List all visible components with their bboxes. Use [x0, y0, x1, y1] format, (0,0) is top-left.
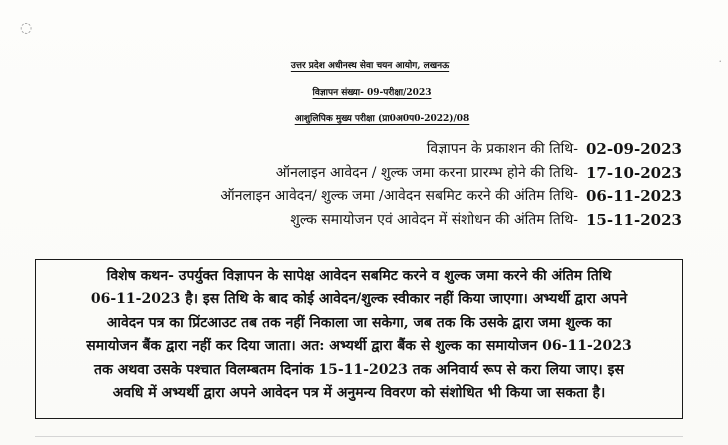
date-value: 15-11-2023 — [586, 210, 682, 229]
advertisement-number: विज्ञापन संख्या- 09-परीक्षा/2023 — [312, 88, 432, 98]
notice-line: 06-11-2023 है। इस तिथि के बाद कोई आवेदन/शुल्क स्वीकार नहीं किया जाएगा। अभ्यर्थी द्वारा अपने — [90, 291, 628, 308]
important-dates — [220, 138, 682, 232]
date-label: ऑनलाइन आवेदन/ शुल्क जमा /आवेदन सबमिट करने की अंतिम तिथि- — [220, 188, 578, 204]
date-value: 02-09-2023 — [586, 140, 682, 158]
date-label: शुल्क समायोजन एवं आवेदन में संशोधन की अंतिम तिथि- — [290, 211, 578, 228]
notice-line: समायोजन बैंक द्वारा नहीं कर दिया जाता। अत: अभ्यर्थी द्वारा बैंक से शुल्क का समायोजन 06-11-2023 — [86, 338, 632, 355]
date-value: 06-11-2023 — [586, 187, 682, 205]
notice-line: अवधि में अभ्यर्थी द्वारा अपने आवेदन पत्र में अनुमन्य विवरण को संशोधित भी किया जा सकता है। — [112, 385, 606, 402]
date-value: 17-10-2023 — [586, 163, 682, 182]
page-divider — [35, 436, 683, 437]
date-row-publication — [220, 138, 682, 162]
notice-line: आवेदन पत्र का प्रिंटआउट तब तक नहीं निकाला जा सकेगा, जब तक कि उसके द्वारा जमा शुल्क का — [106, 314, 612, 331]
exam-title: आशुलिपिक मुख्य परीक्षा (प्रा0अ0प0-2022)/08 — [294, 114, 470, 124]
special-notice-box — [35, 259, 683, 419]
date-row-application-start — [220, 162, 682, 186]
date-row-modification-last — [220, 209, 682, 233]
date-row-application-last — [220, 185, 682, 209]
scan-edge-mark: · — [718, 55, 722, 68]
notice-line: विशेष कथन- उपर्युक्त विज्ञापन के सापेक्ष आवेदन सबमिट करने व शुल्क जमा करने की अंतिम तिथि — [106, 268, 612, 284]
date-label: विज्ञापन के प्रकाशन की तिथि- — [426, 141, 578, 157]
scan-hole-mark: ◌ — [20, 20, 33, 36]
notice-line: तक अथवा उसके पश्चात विलम्बतम दिनांक 15-11-2023 तक अनिवार्य रूप से करा लिया जाए। इस — [94, 361, 624, 378]
organization-heading: उत्तर प्रदेश अधीनस्थ सेवा चयन आयोग, लखनऊ — [290, 61, 450, 71]
date-label: ऑनलाइन आवेदन / शुल्क जमा करना प्रारम्भ होने की तिथि- — [275, 164, 578, 181]
